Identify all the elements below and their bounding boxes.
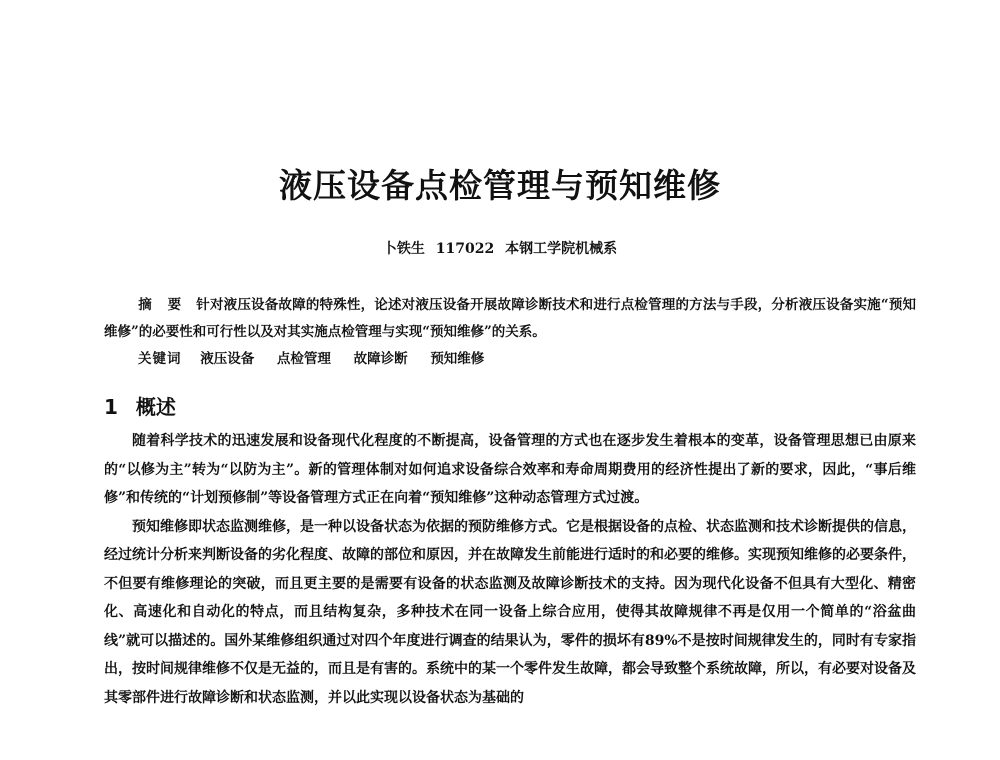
keyword-item: 预知维修 [430, 351, 485, 367]
keyword-item: 故障诊断 [353, 351, 408, 367]
paragraph: 随着科学技术的迅速发展和设备现代化程度的不断提高，设备管理的方式也在逐步发生着根本的变革，设备管理思想已由原来的“以修为主”转为“以防为主”。新的管理体制对如何追求设备综合效率和寿命周期费用的经济性提出了新的要求，因此，“事后维修”和传统的“计划预修制”等设备管理方式正在向着“预知维修”这种动态管理方式过渡。 [104, 433, 916, 506]
keyword-item: 点检管理 [276, 351, 331, 367]
author-postcode: 117022 [435, 241, 495, 257]
section-heading [104, 391, 176, 420]
abstract-text: 针对液压设备故障的特殊性，论述对液压设备开展故障诊断技术和进行点检管理的方法与手段，分析液压设备实施“预知维修”的必要性和可行性以及对其实施点检管理与实现“预知维修”的关系。 [104, 297, 917, 340]
paper-title: 液压设备点检管理与预知维修 [279, 166, 721, 205]
author-line [0, 238, 1000, 258]
abstract [104, 292, 916, 346]
abstract-label: 摘 要 [138, 297, 183, 313]
paragraph: 预知维修即状态监测维修，是一种以设备状态为依据的预防维修方式。它是根据设备的点检、状态监测和技术诊断提供的信息，经过统计分析来判断设备的劣化程度、故障的部位和原因，并在故障发生前能进行适时的和必要的维修。实现预知维修的必要条件，不但要有维修理论的突破，而且更主要的是需要有设备的状态监测及故障诊断技术的支持。因为现代化设备不但具有大型化、精密化、高速化和自动化的特点，而且结构复杂，多种技术在同一设备上综合应用，使得其故障规律不再是仅用一个简单的“浴盆曲线”就可以描述的。国外某维修组织通过对四个年度进行调查的结果认为，零件的损坏有89%不是按时间规律发生的，同时有专家指出，按时间规律维修不仅是无益的，而且是有害的。系统中的某一个零件发生故障，都会导致整个系统故障，所以，有必要对设备及其零部件进行故障诊断和状态监测，并以此实现以设备状态为基础的 [104, 518, 916, 706]
keywords-label: 关键词 [138, 351, 182, 367]
body-text [104, 427, 916, 712]
keyword-item: 液压设备 [200, 351, 255, 367]
keywords [138, 346, 502, 373]
author-affiliation: 本钢工学院机械系 [505, 241, 618, 257]
section-number: 1 [104, 395, 118, 419]
section-title: 概述 [135, 395, 176, 419]
author-name: 卜铁生 [382, 241, 425, 257]
